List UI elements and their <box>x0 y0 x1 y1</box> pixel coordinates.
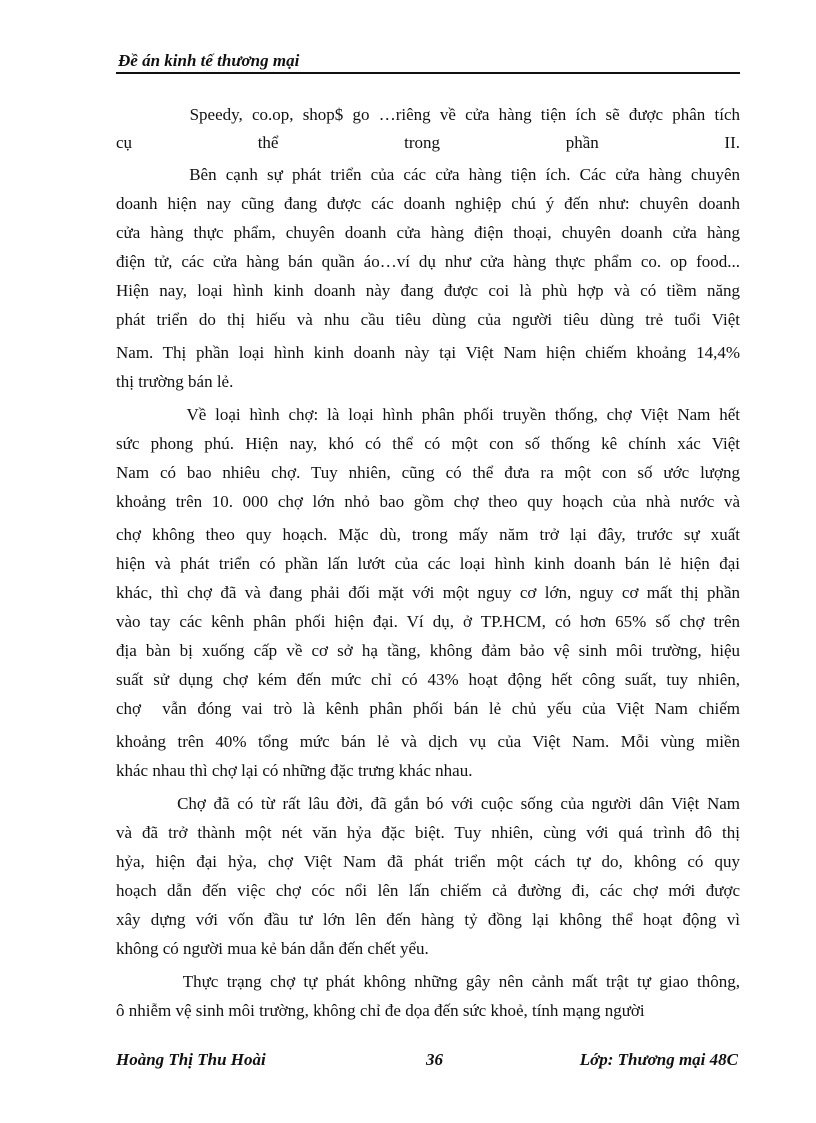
body-line: và đã trở thành một nét văn hỷa đặc biệt. Tuy nhiên, cùng với quá trình đô thị <box>116 823 740 842</box>
body-line: phát triển do thị hiếu và nhu cầu tiêu dùng của người tiêu dùng trẻ tuổi Việt <box>116 310 740 329</box>
body-line: thị trường bán lẻ. <box>116 372 234 391</box>
body-line: sức phong phú. Hiện nay, khó có thể có một con số thống kê chính xác Việt <box>116 434 740 453</box>
body-line: không có người mua kẻ bán dẫn đến chết yểu. <box>116 939 429 958</box>
body-line: khoảng trên 40% tổng mức bán lẻ và dịch vụ của Việt Nam. Mỗi vùng miền <box>116 732 740 751</box>
body-line: hoạch dẫn đến việc chợ cóc nổi lên lấn chiếm cả đường đi, các chợ mới được <box>116 881 740 900</box>
footer-author: Hoàng Thị Thu Hoài <box>116 1050 266 1069</box>
body-line: địa bàn bị xuống cấp về cơ sở hạ tầng, không đảm bảo vệ sinh môi trường, hiệu <box>116 641 740 660</box>
body-line: khoảng trên 10. 000 chợ lớn nhỏ bao gồm chợ theo quy hoạch của nhà nước và <box>116 492 740 511</box>
page-header <box>116 50 740 74</box>
page-footer <box>116 1050 740 1076</box>
body-line: Chợ đã có từ rất lâu đời, đã gắn bó với cuộc sống của người dân Việt Nam <box>116 794 740 813</box>
body-line: xây dựng với vốn đầu tư lớn lên đến hàng tỷ đồng lại không thể hoạt động vì <box>116 910 740 929</box>
body-line: Thực trạng chợ tự phát không những gây nên cảnh mất trật tự giao thông, <box>116 972 740 991</box>
body-line: hỷa, hiện đại hỷa, chợ Việt Nam đã phát triển một cách tự do, không có quy <box>116 852 740 871</box>
header-title: Đề án kinh tế thương mại <box>118 51 300 70</box>
footer-class-label: Lớp: Thương mại 48C <box>579 1050 738 1069</box>
body-line: Hiện nay, loại hình kinh doanh này đang được coi là phù hợp và có tiềm năng <box>116 281 740 300</box>
body-line: Bên cạnh sự phát triển của các cửa hàng tiện ích. Các cửa hàng chuyên <box>116 165 740 184</box>
body-line: Nam. Thị phần loại hình kinh doanh này tại Việt Nam hiện chiếm khoảng 14,4% <box>116 343 740 362</box>
body-line: doanh hiện nay cũng đang được các doanh nghiệp chú ý đến như: chuyên doanh <box>116 194 740 213</box>
body-line: Về loại hình chợ: là loại hình phân phối truyền thống, chợ Việt Nam hết <box>116 405 740 424</box>
body-line: cụ thể trong phần II. <box>116 133 740 152</box>
body-line: Nam có bao nhiêu chợ. Tuy nhiên, cũng có thể đưa ra một con số ước lượng <box>116 463 740 482</box>
body-line: cửa hàng thực phẩm, chuyên doanh cửa hàng điện thoại, chuyên doanh cửa hàng <box>116 223 740 242</box>
body-line: chợ không theo quy hoạch. Mặc dù, trong mấy năm trở lại đây, trước sự xuất <box>116 525 740 544</box>
body-line: hiện và phát triển có phần lấn lướt của các loại hình kinh doanh bán lẻ hiện đại <box>116 554 740 573</box>
body-line: điện tử, các cửa hàng bán quần áo…ví dụ như cửa hàng thực phẩm co. op food... <box>116 252 740 271</box>
body-line: chợ vẫn đóng vai trò là kênh phân phối bán lẻ chủ yếu của Việt Nam chiếm <box>116 699 740 718</box>
page-number: 36 <box>426 1050 443 1069</box>
body-line: suất sử dụng chợ kém đến mức chỉ có 43% hoạt động hết công suất, tuy nhiên, <box>116 670 740 689</box>
body-line: Speedy, co.op, shop$ go …riêng về cửa hàng tiện ích sẽ được phân tích <box>116 105 740 124</box>
body-line: vào tay các kênh phân phối hiện đại. Ví dụ, ở TP.HCM, có hơn 65% số chợ trên <box>116 612 740 631</box>
body-line: ô nhiễm vệ sinh môi trường, không chỉ đe dọa đến sức khoẻ, tính mạng người <box>116 1001 645 1020</box>
document-body <box>116 100 740 1025</box>
body-line: khác nhau thì chợ lại có những đặc trưng khác nhau. <box>116 761 473 780</box>
body-line: khác, thì chợ đã và đang phải đối mặt với một nguy cơ lớn, nguy cơ mất thị phần <box>116 583 740 602</box>
